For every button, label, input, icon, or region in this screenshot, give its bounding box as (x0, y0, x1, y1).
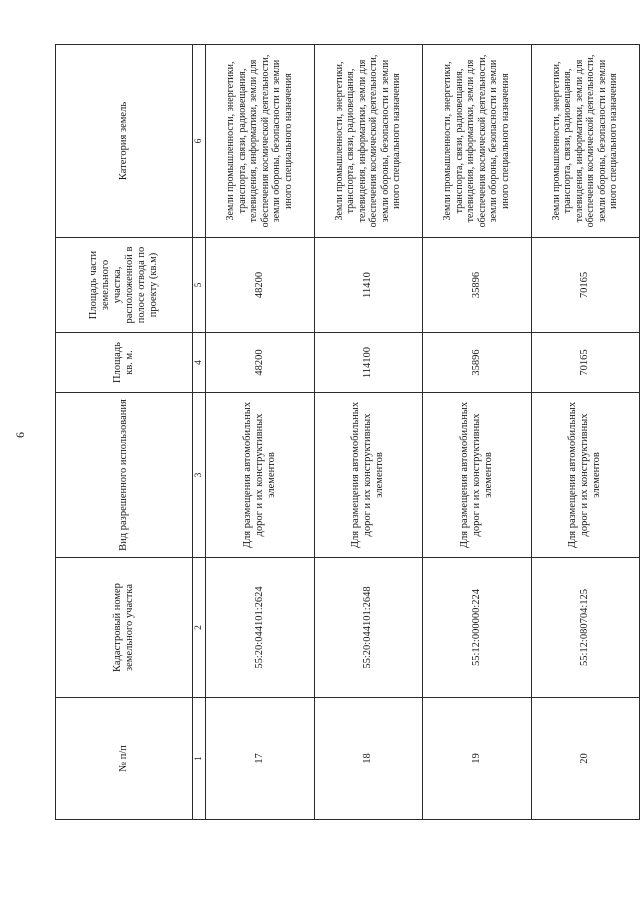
permitted-use: Для размещения автомобильных дорог и их конструктивных элементов (423, 393, 531, 558)
cadastral-number: 55:20:044101:2648 (314, 558, 422, 698)
header-cell: Кадастровый номер земельного участка (56, 558, 193, 698)
table-row (314, 45, 422, 820)
land-category: Земли промышленности, энергетики, транспорта, связи, радиовещания, телевидения, информатики, земли для обеспечения космической деятельности, земли обороны, безопасности и земли иного специального назначения (314, 45, 422, 238)
part-area: 70165 (531, 238, 639, 333)
part-area: 48200 (206, 238, 314, 333)
land-category: Земли промышленности, энергетики, транспорта, связи, радиовещания, телевидения, информатики, земли для обеспечения космической деятельности, земли обороны, безопасности и земли иного специального назначения (423, 45, 531, 238)
page-number: 6 (13, 432, 27, 438)
header-cell: № п/п (56, 698, 193, 820)
cadastral-number: 55:20:044101:2624 (206, 558, 314, 698)
permitted-use: Для размещения автомобильных дорог и их конструктивных элементов (206, 393, 314, 558)
part-area: 11410 (314, 238, 422, 333)
cadastral-number: 55:12:080704:125 (531, 558, 639, 698)
column-number-row (193, 45, 206, 820)
column-number: 4 (193, 333, 206, 393)
plot-area: 70165 (531, 333, 639, 393)
row-number: 19 (423, 698, 531, 820)
header-cell: Категория земель (56, 45, 193, 238)
header-cell: Площадь кв. м. (56, 333, 193, 393)
plot-area: 48200 (206, 333, 314, 393)
land-category: Земли промышленности, энергетики, транспорта, связи, радиовещания, телевидения, информатики, земли для обеспечения космической деятельности, земли обороны, безопасности и земли иного специального назначения (206, 45, 314, 238)
row-number: 20 (531, 698, 639, 820)
cadastral-number: 55:12:000000:224 (423, 558, 531, 698)
permitted-use: Для размещения автомобильных дорог и их конструктивных элементов (531, 393, 639, 558)
row-number: 17 (206, 698, 314, 820)
plot-area: 35896 (423, 333, 531, 393)
column-number: 2 (193, 558, 206, 698)
land-plots-table (55, 44, 640, 820)
part-area: 35896 (423, 238, 531, 333)
column-number: 6 (193, 45, 206, 238)
header-row (56, 45, 193, 820)
column-number: 3 (193, 393, 206, 558)
plot-area: 114100 (314, 333, 422, 393)
header-cell: Площадь части земельного участка, расположенной в полосе отвода по проекту (кв.м) (56, 238, 193, 333)
table-row (206, 45, 314, 820)
column-number: 1 (193, 698, 206, 820)
rotated-table (55, 45, 640, 820)
table-row (531, 45, 639, 820)
table-row (423, 45, 531, 820)
land-category: Земли промышленности, энергетики, транспорта, связи, радиовещания, телевидения, информатики, земли для обеспечения космической деятельности, земли обороны, безопасности и земли иного специального назначения (531, 45, 639, 238)
permitted-use: Для размещения автомобильных дорог и их конструктивных элементов (314, 393, 422, 558)
row-number: 18 (314, 698, 422, 820)
header-cell: Вид разрешенного использования (56, 393, 193, 558)
column-number: 5 (193, 238, 206, 333)
